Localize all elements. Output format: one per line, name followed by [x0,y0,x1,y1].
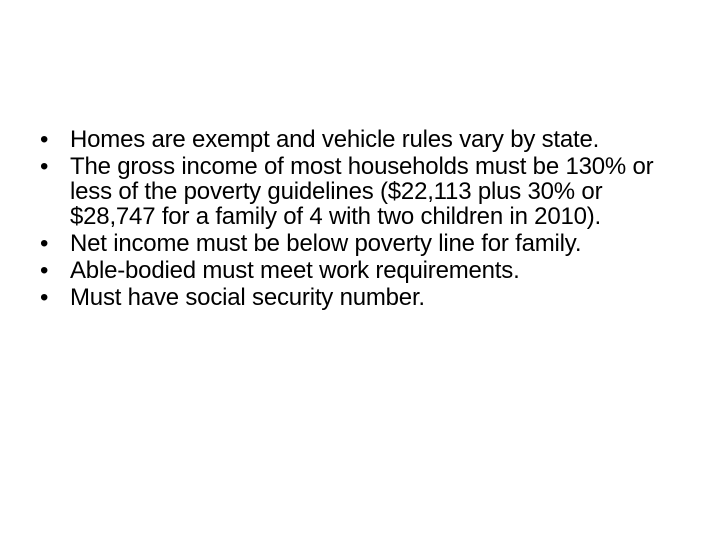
bullet-icon: • [40,153,49,180]
bullet-item-homes-exempt [40,127,680,152]
bullet-text: Homes are exempt and vehicle rules vary by state. [70,126,600,153]
bullet-text: Net income must be below poverty line for family. [70,230,582,257]
bullet-item-social-security [40,285,680,310]
bullet-item-work-requirements [40,258,680,283]
bullet-icon: • [40,284,49,311]
bullet-icon: • [40,230,49,257]
bullet-icon: • [40,126,49,153]
bullet-list [40,127,680,312]
bullet-text: Must have social security number. [70,284,425,311]
bullet-icon: • [40,257,49,284]
bullet-text: Able-bodied must meet work requirements. [70,257,520,284]
bullet-item-net-income [40,231,680,256]
bullet-text: The gross income of most households must be 130% or less of the poverty guidelines ($22,113 plus 30% or $28,747 for a family of 4 with two children in 2010). [70,153,654,230]
bullet-item-gross-income [40,154,680,229]
